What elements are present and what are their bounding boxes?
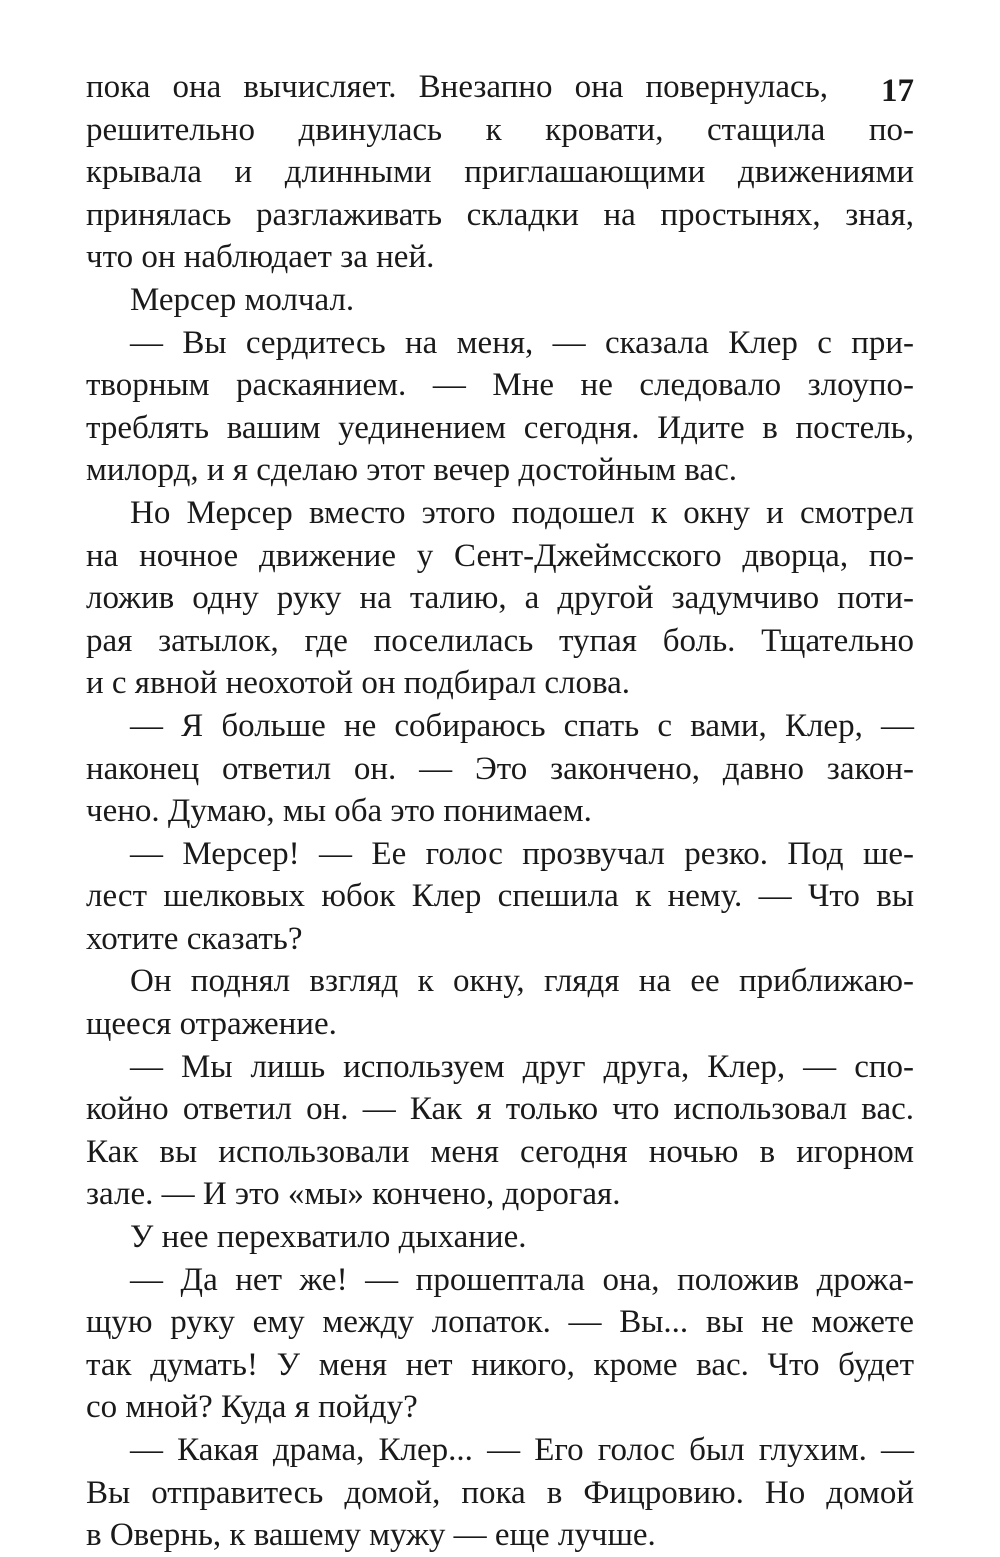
text-line: Мерсер молчал. [130, 281, 355, 318]
text-line: Вы отправитесь домой, пока в Фицровию. Но домой [86, 1474, 914, 1511]
paragraph [86, 1429, 914, 1557]
text-line: хотите сказать? [86, 920, 303, 957]
text-line: — Я больше не собираюсь спать с вами, Клер, — [130, 707, 914, 744]
text-line: в Овернь, к вашему мужу — еще лучше. [86, 1517, 656, 1554]
text-line: — Да нет же! — прошептала она, положив дрожа- [130, 1261, 914, 1298]
paragraph [86, 705, 914, 833]
text-line: пока она вычисляет. Внезапно она повернулась, [86, 69, 828, 105]
text-line: со мной? Куда я пойду? [86, 1389, 418, 1426]
text-line: койно ответил он. — Как я только что использовал вас. [86, 1091, 914, 1128]
text-line: треблять вашим уединением сегодня. Идите в постель, [86, 409, 914, 446]
paragraph [86, 1216, 914, 1259]
text-line: лест шелковых юбок Клер спешила к нему. — Что вы [86, 878, 914, 915]
paragraph [86, 1046, 914, 1216]
text-line: ложив одну руку на талию, а другой задумчиво поти- [86, 580, 914, 617]
text-line: — Мерсер! — Ее голос прозвучал резко. Под ше- [130, 835, 914, 872]
paragraph [86, 66, 914, 279]
paragraph [86, 322, 914, 492]
paragraph [86, 960, 914, 1045]
text-line: наконец ответил он. — Это закончено, давно закон- [86, 750, 914, 787]
text-line: чено. Думаю, мы оба это понимаем. [86, 793, 592, 830]
text-line: творным раскаянием. — Мне не следовало злоупо- [86, 367, 914, 404]
text-line: так думать! У меня нет никого, кроме вас. Что будет [86, 1346, 914, 1383]
text-line: зале. — И это «мы» кончено, дорогая. [86, 1176, 621, 1213]
paragraph [86, 279, 914, 322]
text-line: — Вы сердитесь на меня, — сказала Клер с при- [130, 324, 914, 361]
text-line: рая затылок, где поселилась тупая боль. Тщательно [86, 622, 914, 659]
text-line: решительно двинулась к кровати, стащила по- [86, 111, 914, 148]
text-line: милорд, и я сделаю этот вечер достойным вас. [86, 452, 737, 489]
paragraph [86, 492, 914, 705]
text-line: на ночное движение у Сент-Джеймсского дворца, по- [86, 537, 914, 574]
text-line: крывала и длинными приглашающими движениями [86, 154, 914, 191]
text-line: — Мы лишь используем друг друга, Клер, — спо- [130, 1048, 914, 1085]
paragraph [86, 833, 914, 961]
text-line: Как вы использовали меня сегодня ночью в игорном [86, 1133, 914, 1170]
text-line: У нее перехватило дыхание. [130, 1219, 527, 1256]
text-line: и с явной неохотой он подбирал слова. [86, 665, 631, 702]
text-line: принялась разглаживать складки на простынях, зная, [86, 196, 914, 233]
text-line: Но Мерсер вместо этого подошел к окну и смотрел [130, 494, 914, 531]
text-line: щую руку ему между лопаток. — Вы... вы не можете [86, 1304, 914, 1341]
body-text [86, 66, 914, 1557]
text-line: — Какая драма, Клер... — Его голос был глухим. — [130, 1432, 914, 1468]
book-page [86, 66, 914, 1554]
text-line: щееся отражение. [86, 1006, 337, 1043]
paragraph [86, 1259, 914, 1429]
page-number: 17 [881, 73, 914, 109]
text-line: Он поднял взгляд к окну, глядя на ее приближаю- [130, 963, 914, 1000]
text-line: что он наблюдает за ней. [86, 239, 435, 276]
